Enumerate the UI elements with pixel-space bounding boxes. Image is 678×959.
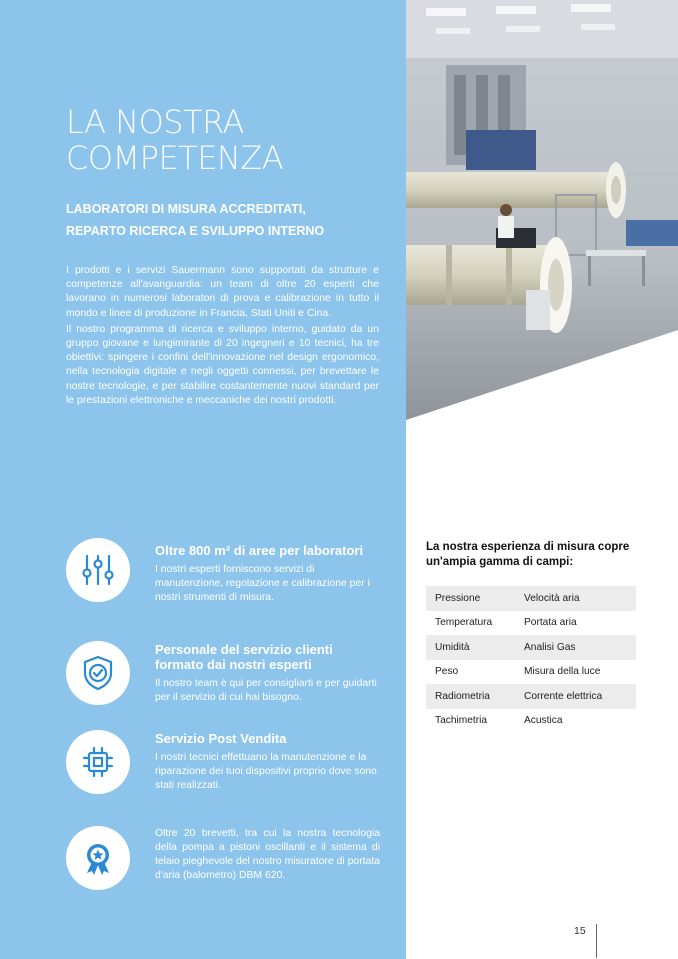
feature-body: Il nostro team è qui per consigliarti e per guidarti per il servizio di cui hai bisogno. bbox=[155, 678, 377, 703]
fields-heading bbox=[426, 540, 641, 570]
feature-title: Oltre 800 m² di aree per laboratori bbox=[155, 543, 364, 558]
fields-heading-line1: La nostra esperienza di misura copre bbox=[426, 541, 630, 553]
page-number: 15 bbox=[574, 925, 586, 937]
intro-text bbox=[66, 264, 379, 410]
feature-body: I nostri esperti forniscono servizi di manutenzione, regolazione e calibrazione per i nostri strumenti di misura. bbox=[155, 564, 370, 603]
feature-title: Servizio Post Vendita bbox=[155, 731, 287, 746]
fields-heading-line2: un'ampia gamma di campi: bbox=[426, 556, 574, 568]
table-row bbox=[426, 611, 636, 636]
intro-paragraph-1: I prodotti e i servizi Sauermann sono supportati da strutture e competenze all'avanguardia: un team di oltre 20 esperti che lavorano in numerosi laboratori di prova e calibrazione in tutto il mondo e linee di produzione in Francia, Stati Uniti e Cina. bbox=[66, 265, 379, 319]
table-cell: Temperatura bbox=[435, 617, 493, 629]
feature-lab-areas bbox=[155, 543, 380, 605]
table-cell: Tachimetria bbox=[435, 715, 488, 727]
shield-check-icon bbox=[66, 641, 130, 705]
feature-title-line1: Personale del servizio clienti bbox=[155, 642, 333, 657]
table-row bbox=[426, 709, 636, 734]
table-cell: Peso bbox=[435, 666, 459, 678]
sliders-icon bbox=[66, 538, 130, 602]
subtitle-line2: REPARTO RICERCA E SVILUPPO INTERNO bbox=[66, 224, 325, 238]
page-number-divider bbox=[596, 924, 597, 958]
section-subtitle bbox=[66, 198, 386, 242]
table-cell: Corrente elettrica bbox=[515, 684, 636, 709]
award-ribbon-icon bbox=[66, 826, 130, 890]
table-cell: Portata aria bbox=[524, 617, 577, 629]
feature-customer-service bbox=[155, 642, 380, 705]
subtitle-line1: LABORATORI DI MISURA ACCREDITATI, bbox=[66, 202, 306, 216]
table-row bbox=[426, 635, 636, 660]
feature-after-sales bbox=[155, 731, 380, 793]
table-row bbox=[426, 684, 636, 709]
intro-paragraph-2: Il nostro programma di ricerca e sviluppo interno, guidato da un gruppo giovane e lungimirante di 20 ingegneri e 10 tecnici, ha tre obiettivi: spingere i confini dell'innovazione nel design ergonomico, nella tecnologia digitale e negli oggetti connessi, per brevettare le nostre tecnologie, e per stabilire costantemente nuovi standard per le prestazioni elettroniche e meccaniche dei nostri prodotti. bbox=[66, 323, 379, 406]
table-cell: Analisi Gas bbox=[515, 635, 636, 660]
feature-title bbox=[155, 642, 380, 672]
table-cell: Radiometria bbox=[426, 684, 515, 709]
laboratory-photo bbox=[406, 0, 678, 420]
table-row bbox=[426, 660, 636, 685]
chip-icon bbox=[66, 730, 130, 794]
feature-body: I nostri tecnici effettuano la manutenzione e la riparazione dei tuoi dispositivi proprio dove sono stati realizzati. bbox=[155, 752, 377, 791]
table-row bbox=[426, 586, 636, 611]
table-cell: Umidità bbox=[426, 635, 515, 660]
table-cell: Velocità aria bbox=[515, 586, 636, 611]
page-title-line1: LA NOSTRA bbox=[66, 103, 244, 141]
measurement-fields-table bbox=[426, 586, 636, 733]
feature-body: Oltre 20 brevetti, tra cui la nostra tecnologia della pompa a pistoni oscillanti e il sistema di telaio pieghevole del nostro misuratore di portata d'aria (balometro) DBM 620. bbox=[155, 828, 380, 881]
table-cell: Pressione bbox=[426, 586, 515, 611]
page-title-line2: COMPETENZA bbox=[66, 139, 284, 177]
page-title bbox=[66, 104, 386, 176]
feature-title-line2: formato dai nostri esperti bbox=[155, 657, 312, 672]
feature-patents bbox=[155, 827, 380, 883]
table-cell: Misura della luce bbox=[524, 666, 601, 678]
table-cell: Acustica bbox=[524, 715, 563, 727]
